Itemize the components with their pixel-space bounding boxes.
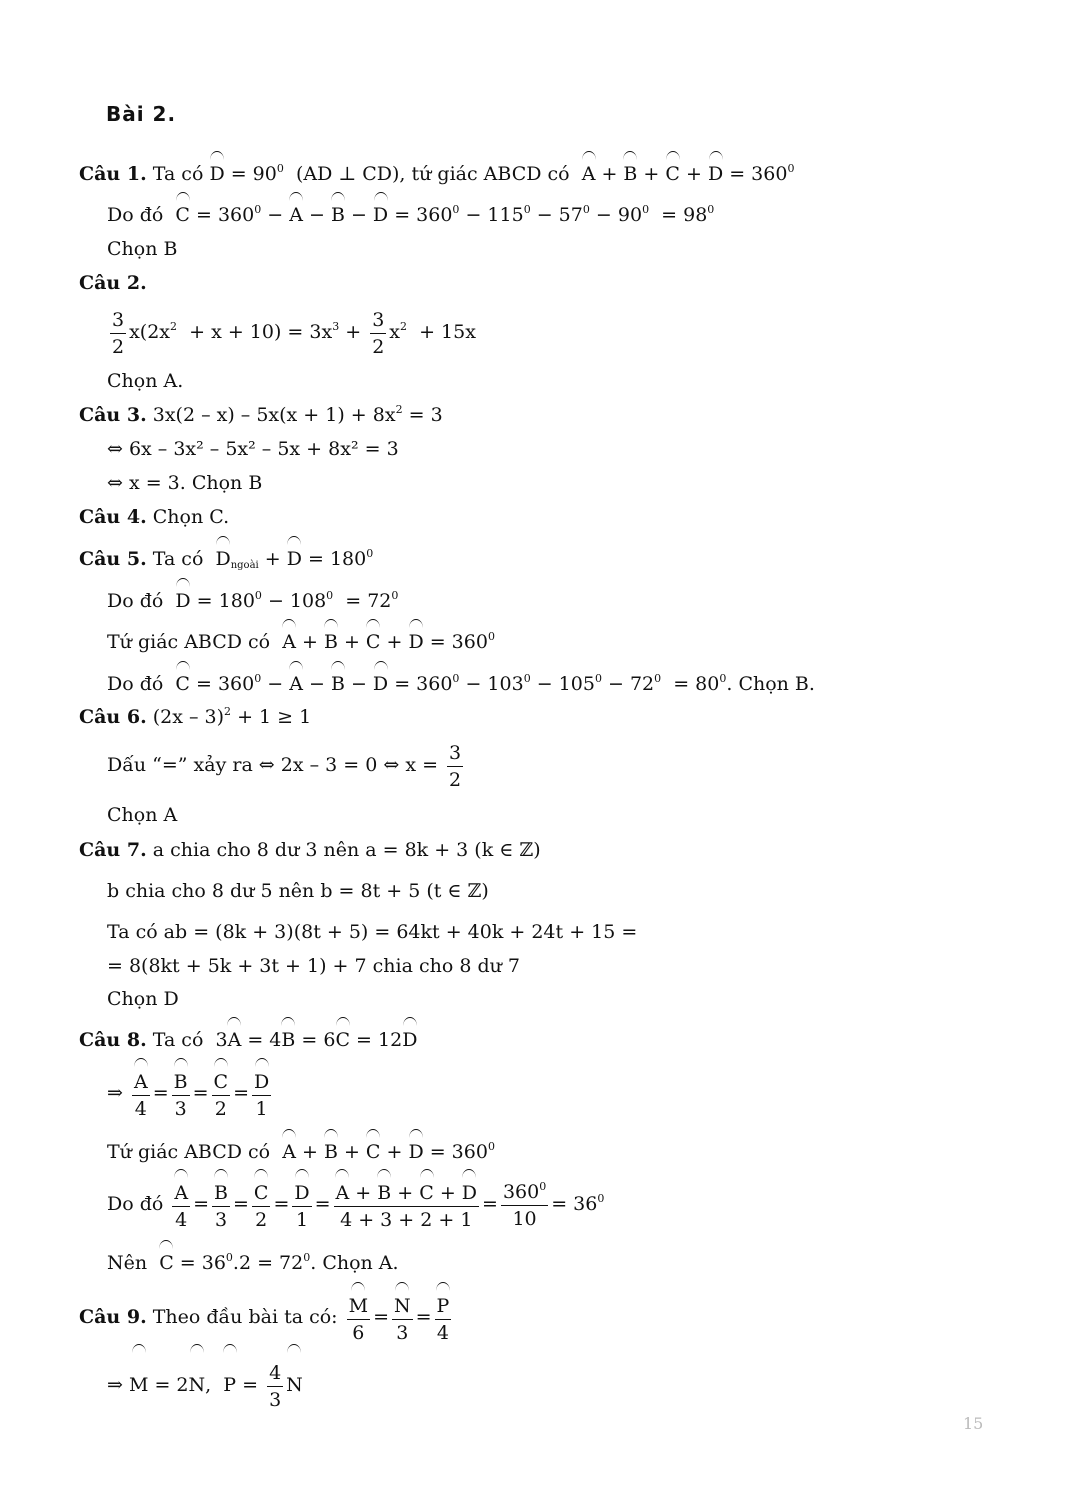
q6-line2: Dấu “=” xảy ra ⇔ 2x – 3 = 0 ⇔ x = $\frac{3}{2}$ — [107, 741, 462, 791]
q5-line2: Do đó $D = 180^0 - 108^0 = 72^0$ — [107, 589, 399, 612]
page-number: 15 — [963, 1414, 984, 1433]
q3-line2: ⇔ 6x – 3x² – 5x² – 5x + 8x² = 3 — [107, 438, 399, 460]
q1-label: Câu 1. — [79, 163, 147, 185]
q3-line1: Câu 3. $3x(2 - x) - 5x(x + 1) + 8x^2 = 3$ — [79, 403, 443, 426]
q1-line2: Do đó $C = 360^0 - A - B - D = 360^0 - 115^0 - 57^0 - 90^0 = 98^0$ — [107, 203, 715, 226]
q7-line3: Ta có ab = (8k + 3)(8t + 5) = 64kt + 40k + 24t + 15 = — [107, 921, 638, 943]
q4-line1: Câu 4. Chọn C. — [79, 506, 230, 528]
q6-line1: Câu 6. (2x – 3)$^2$ + 1 ≥ 1 — [79, 705, 312, 728]
q8-line5: Nên $C = 36^0.2 = 72^0$. Chọn A. — [107, 1251, 399, 1274]
q7-line2: b chia cho 8 dư 5 nên b = 8t + 5 (t ∈ ℤ) — [107, 880, 489, 902]
section-heading: Bài 2. — [106, 102, 177, 126]
q3-line3: ⇔ x = 3. Chọn B — [107, 472, 263, 494]
q8-line1: Câu 8. Ta có 3A = 4B = 6C = 12D — [79, 1026, 417, 1052]
q5-line4: Do đó $C = 360^0 - A - B - D = 360^0 - 103^0 - 105^0 - 72^0 = 80^0$. Chọn B. — [107, 672, 815, 695]
q5-line1: Câu 5. Ta có $D_{ngoài} + D = 180^0$ — [79, 547, 374, 571]
q2-line2: Chọn A. — [107, 370, 184, 392]
q9-line2: ⇒ M = 2N, P = $\frac{4}{3}$ N — [107, 1353, 303, 1415]
q7-line4: = 8(8kt + 5k + 3t + 1) + 7 chia cho 8 dư 7 — [107, 955, 520, 977]
q6-line3: Chọn A — [107, 804, 178, 826]
q1-line1: Câu 1. Ta có $D = 90^0$ (AD ⊥ CD), tứ giác ABCD có $A + B + C + D = 360^0$ — [79, 162, 795, 185]
q5-line3: Tứ giác ABCD có $A + B + C + D = 360^0$ — [107, 630, 495, 653]
q8-line3: Tứ giác ABCD có $A + B + C + D = 360^0$ — [107, 1140, 495, 1163]
q7-line1: Câu 7. a chia cho 8 dư 3 nên a = 8k + 3 (k ∈ ℤ) — [79, 839, 541, 861]
q1-line3: Chọn B — [107, 238, 178, 260]
q9-line1: Câu 9. Theo đầu bài ta có: $\frac{M}{6}$ = $\frac{N}{3}$ = $\frac{P}{4}$ — [79, 1287, 454, 1347]
q8-line4: Do đó $\frac{A}{4}$ = $\frac{B}{3}$ = $\frac{C}{2}$ = $\frac{D}{1}$ = $\frac{A + B + C + D}{4 + 3 + 2 + 1}$ = $\frac{360^0}{10}$ = $36^0$ — [107, 1179, 605, 1231]
q7-line5: Chọn D — [107, 988, 179, 1010]
q2-label: Câu 2. — [79, 272, 147, 294]
q2-line1: $\frac{3}{2}$ $x(2x^2 + x + 10) = 3x^3$ + $\frac{3}{2}$ $x^2 + 15x$ — [112, 308, 476, 358]
q8-line2: ⇒ $\frac{A}{4}$ = $\frac{B}{3}$ = $\frac{C}{2}$ = $\frac{D}{1}$ — [107, 1063, 274, 1123]
